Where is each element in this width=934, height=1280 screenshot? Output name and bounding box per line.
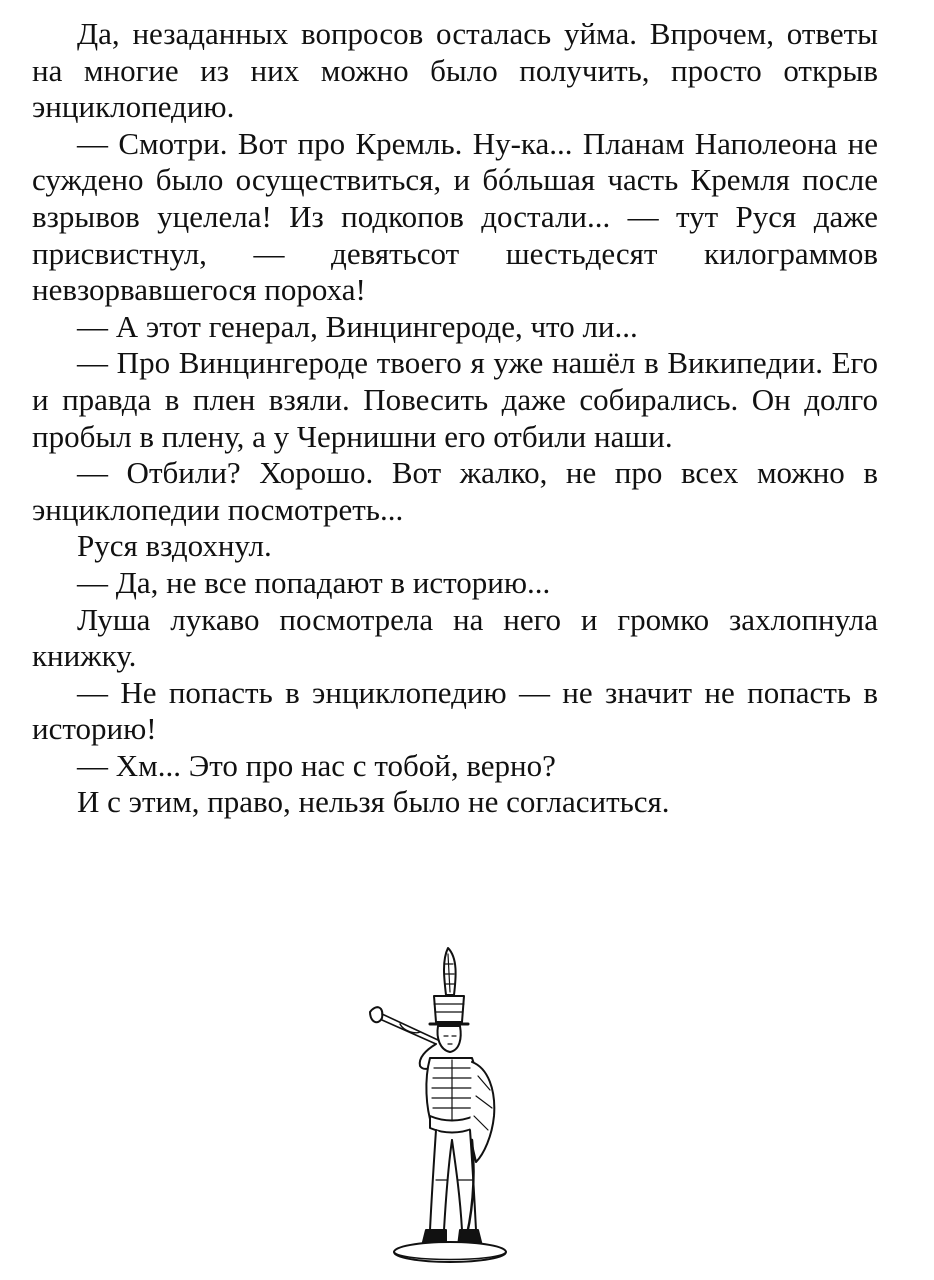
paragraph-11: И с этим, право, нельзя было не согласиться. <box>77 784 670 820</box>
paragraph-6: Руся вздохнул. <box>77 528 272 564</box>
paragraph-7: — Да, не все попадают в историю... <box>77 564 551 600</box>
paragraph-4: — Про Винцингероде твоего я уже нашёл в Википедии. Его и правда в плен взяли. Повесить даже собирались. Он долго пробыл в плену, а у Чернишни его отбили наши. <box>32 345 878 454</box>
paragraph-3: — А этот генерал, Винцингероде, что ли... <box>77 308 638 344</box>
trumpeter-soldier-figurine-icon <box>360 940 510 1270</box>
paragraph-1: Да, незаданных вопросов осталась уйма. Впрочем, ответы на многие из них можно было получить, просто открыв энциклопедию. <box>32 16 878 125</box>
paragraph-9: — Не попасть в энциклопедию — не значит не попасть в историю! <box>32 674 878 747</box>
paragraph-8: Луша лукаво посмотрела на него и громко захлопнула книжку. <box>32 601 878 674</box>
page-text <box>32 16 878 821</box>
paragraph-5: — Отбили? Хорошо. Вот жалко, не про всех можно в энциклопедии посмотреть... <box>32 455 878 527</box>
paragraph-10: — Хм... Это про нас с тобой, верно? <box>77 747 556 783</box>
paragraph-2: — Смотри. Вот про Кремль. Ну-ка... Планам Наполеона не суждено было осуществиться, и бóльшая часть Кремля после взрывов уцелела! Из подкопов достали... — тут Руся даже присвистнул, — девятьсот шестьдесят килограммов невзорвавшегося пороха! <box>32 125 878 308</box>
